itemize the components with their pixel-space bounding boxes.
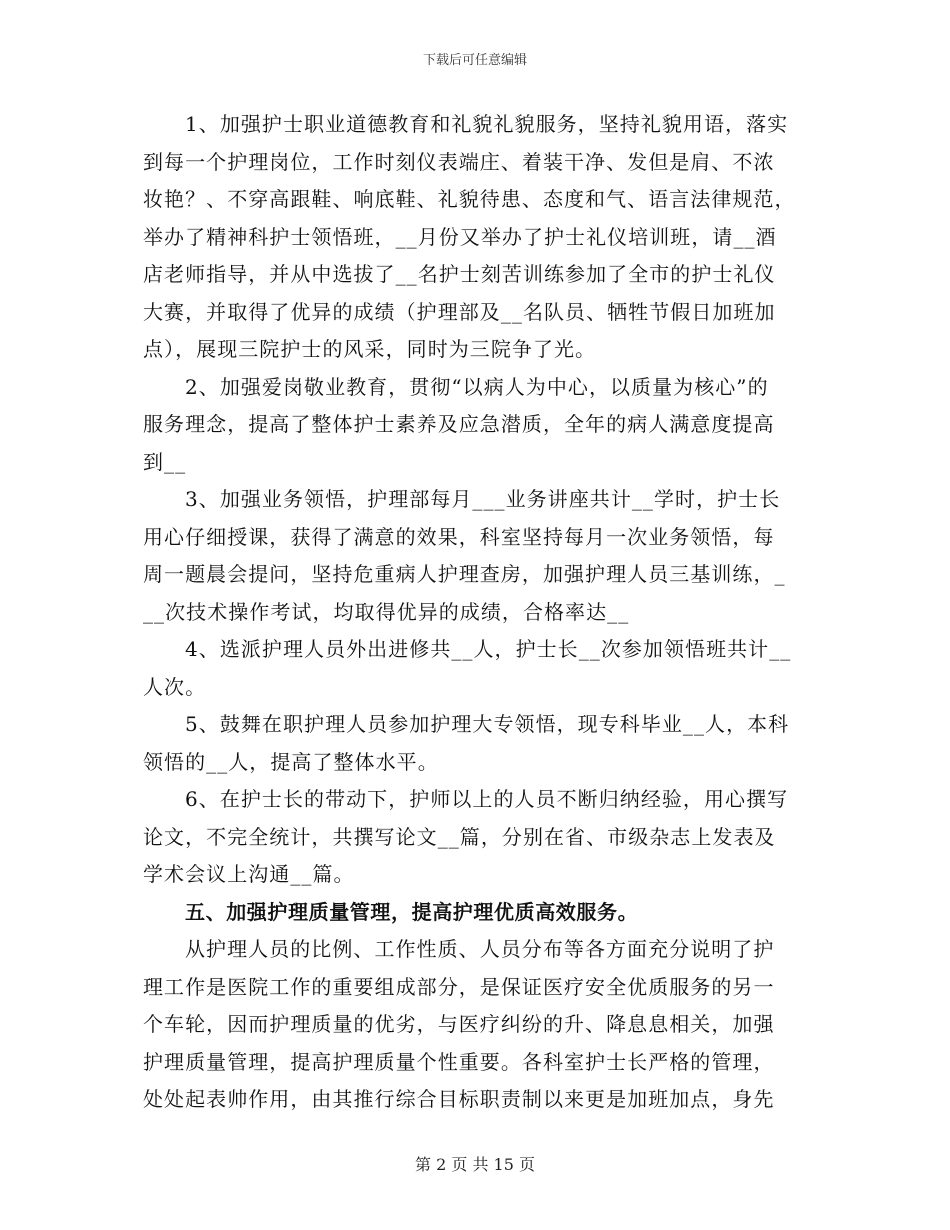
paragraph-4-line: 人次。: [143, 674, 207, 699]
page-header: 下载后可任意编辑: [422, 53, 527, 68]
paragraph-6-line: 6、在护士长的带动下，护师以上的人员不断归纳经验，用心撰写: [185, 787, 789, 811]
section-heading: 五、加强护理质量管理，提高护理优质高效服务。: [185, 899, 639, 924]
paragraph-1-line: 点），展现三院护士的风采，同时为三院争了光。: [143, 337, 597, 361]
paragraph-2-line: 服务理念，提高了整体护士素养及应急潜质，全年的病人满意度提高: [143, 412, 775, 436]
paragraph-1-line: 大赛，并取得了优异的成绩（护理部及__名队员、牺牲节假日加班加: [143, 299, 776, 324]
paragraph-7-line: 从护理人员的比例、工作性质、人员分布等各方面充分说明了护: [185, 937, 775, 961]
paragraph-6-line: 学术会议上沟通__篇。: [143, 862, 355, 886]
paragraph-3-line: 用心仔细授课，获得了满意的效果，科室坚持每月一次业务领悟，每: [143, 524, 775, 549]
paragraph-2-line: 2、加强爱岗敬业教育，贯彻“以病人为中心，以质量为核心”的: [185, 374, 769, 399]
paragraph-2-line: 到__: [143, 449, 187, 474]
paragraph-7-line: 个车轮，因而护理质量的优劣，与医疗纠纷的升、降息息相关，加强: [143, 1012, 775, 1036]
paragraph-3-line: 周一题晨会提问，坚持危重病人护理查房，加强护理人员三基训练，_: [143, 562, 786, 586]
paragraph-1-line: 到每一个护理岗位，工作时刻仪表端庄、着装干净、发但是肩、不浓: [143, 149, 775, 174]
paragraph-7-line: 护理质量管理，提高护理质量个性重要。各科室护士长严格的管理，: [143, 1049, 775, 1074]
paragraph-1-line: 举办了精神科护士领悟班，__月份又举办了护士礼仪培训班，请__酒: [143, 224, 777, 249]
paragraph-3-line: 3、加强业务领悟，护理部每月___业务讲座共计__学时，护士长: [185, 487, 781, 511]
paragraph-5-line: 领悟的__人，提高了整体水平。: [143, 749, 439, 774]
paragraph-4-line: 4、选派护理人员外出进修共__人，护士长__次参加领悟班共计__: [185, 637, 792, 661]
paragraph-7-line: 处处起表帅作用，由其推行综合目标职责制以来更是加班加点，身先: [143, 1087, 775, 1111]
paragraph-1-line: 妆艳？、不穿高跟鞋、响底鞋、礼貌待患、态度和气、语言法律规范，: [143, 187, 796, 211]
paragraph-7-line: 理工作是医院工作的重要组成部分，是保证医疗安全优质服务的另一: [143, 974, 775, 999]
paragraph-1-line: 店老师指导，并从中选拔了__名护士刻苦训练参加了全市的护士礼仪: [143, 262, 776, 286]
page-number-footer: 第 2 页 共 15 页: [415, 1155, 535, 1174]
paragraph-3-line: __次技术操作考试，均取得优异的成绩，合格率达__: [143, 599, 630, 624]
paragraph-6-line: 论文，不完全统计，共撰写论文__篇，分别在省、市级杂志上发表及: [143, 824, 776, 849]
document-body: [143, 106, 808, 1119]
paragraph-5-line: 5、鼓舞在职护理人员参加护理大专领悟，现专科毕业__人，本科: [185, 712, 790, 736]
paragraph-1-line: 1、加强护士职业道德教育和礼貌礼貌服务，坚持礼貌用语，落实: [185, 112, 789, 136]
